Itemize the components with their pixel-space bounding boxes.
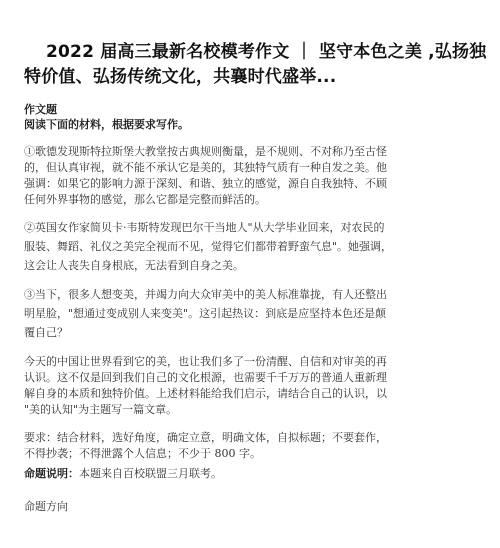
material-3-line: ③当下，很多人想变美，并竭力向大众审美中的美人标准靠拢，有人还整出 [24, 288, 387, 301]
material-2-line: ②英国女作家简贝卡·韦斯特发现巴尔干当地人"从大学毕业回来，对农民的 [24, 221, 385, 234]
prompt-line: 认识。这不仅是回到我们自己的文化根源，也需要千千万万的普通人重新理 [24, 371, 387, 384]
material-3 [24, 285, 476, 342]
prompt-line: 解自身的本质和独特价值。上述材料能给我们启示，请结合自己的认识，以 [24, 387, 387, 400]
material-1-line: 的，但认真审视，就不能不承认它是美的，其独特气质有一种自发之美。他 [24, 161, 387, 174]
material-1-line: ①歌德发现斯特拉斯堡大教堂按古典规则衡量，是不规则、不对称乃至古怪 [24, 145, 387, 158]
material-2-line: 这会让人丧失自身根底，无法看到自身之美。 [24, 259, 244, 272]
title-line-2: 特价值、弘扬传统文化，共襄时代盛举... [24, 67, 337, 87]
article-title [24, 0, 487, 90]
note-label: 命题说明： [24, 467, 79, 480]
material-3-line: 覆自己？ [24, 326, 68, 339]
proposition-note [24, 466, 476, 481]
material-2 [24, 218, 476, 275]
prompt-line: 今天的中国让世界看到它的美，也让我们多了一份清醒、自信和对审美的再 [24, 355, 387, 368]
proposition-direction-label: 命题方向 [24, 500, 68, 513]
section-label: 作文题 [24, 103, 57, 116]
writing-prompt [24, 354, 476, 418]
instruction-text: 阅读下面的材料，根据要求写作。 [24, 118, 189, 131]
title-line-1: 2022 届高三最新名校模考作文 ｜ 坚守本色之美 ,弘扬独 [46, 42, 487, 62]
material-3-line: 明星脸，"想通过变成别人来变美"。这引起热议：到底是应坚持本色还是颠 [24, 307, 387, 320]
note-text: 本题来自百校联盟三月联考。 [79, 467, 222, 480]
material-2-line: 服装、舞蹈、礼仪之美完全视而不见，觉得它们都带着野蛮气息"。她强调， [24, 240, 393, 253]
requirements [24, 430, 476, 462]
requirements-line: 不得抄袭；不得泄露个人信息；不少于 800 字。 [24, 447, 261, 460]
material-1 [24, 144, 476, 208]
material-1-line: 强调：如果它的影响力源于深刻、和谐、独立的感觉，源自自我独特、不顾 [24, 177, 387, 190]
prompt-line: "美的认知"为主题写一篇文章。 [24, 403, 178, 416]
material-1-line: 任何外界事物的感觉，那么它都是完整而鲜活的。 [24, 193, 266, 206]
requirements-line: 要求：结合材料，选好角度，确定立意，明确文体，自拟标题；不要套作， [24, 431, 387, 444]
